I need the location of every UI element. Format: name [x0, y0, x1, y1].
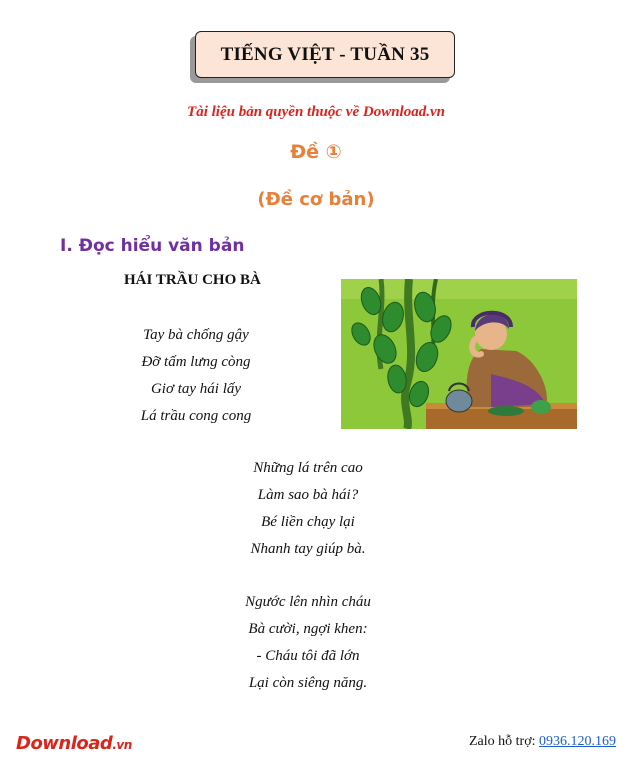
poem-line: Nhanh tay giúp bà. [250, 541, 366, 557]
download-logo[interactable] [16, 733, 132, 754]
poem-line: Lại còn siêng năng. [248, 675, 368, 691]
copyright-notice: Tài liệu bản quyền thuộc về Download.vn [187, 104, 445, 120]
poem-line: Giơ tay hái lấy [150, 381, 242, 397]
support-contact [469, 734, 616, 750]
poem-line: Lá trầu cong cong [140, 408, 252, 424]
poem-line: Những lá trên cao [253, 460, 363, 476]
logo-suffix-text: .vn [112, 738, 132, 752]
support-phone-link[interactable]: 0936.120.169 [539, 734, 616, 749]
poem-line: Bé liền chạy lại [261, 514, 355, 530]
exam-level: (Đề cơ bản) [257, 189, 375, 210]
section-heading: I. Đọc hiểu văn bản [60, 236, 245, 256]
page-title: TIẾNG VIỆT - TUẦN 35 [195, 31, 455, 78]
grandmother-picking-betel-illustration [341, 279, 577, 429]
poem-stanza-1 [118, 322, 274, 430]
poem-stanza-2 [234, 455, 382, 563]
poem-stanza-3 [234, 589, 382, 697]
exam-number: Đề ① [290, 141, 342, 163]
poem-line: Ngước lên nhìn cháu [245, 594, 371, 610]
support-label: Zalo hỗ trợ: [469, 734, 536, 749]
poem-line: Tay bà chống gậy [143, 327, 249, 343]
poem-line: Bà cười, ngợi khen: [248, 621, 368, 637]
logo-main-text: Download [16, 733, 113, 754]
poem-line: - Cháu tôi đã lớn [256, 648, 360, 664]
poem-line: Làm sao bà hái? [257, 487, 359, 503]
poem-title: HÁI TRẦU CHO BÀ [124, 272, 261, 288]
poem-line: Đỡ tấm lưng còng [141, 354, 251, 370]
